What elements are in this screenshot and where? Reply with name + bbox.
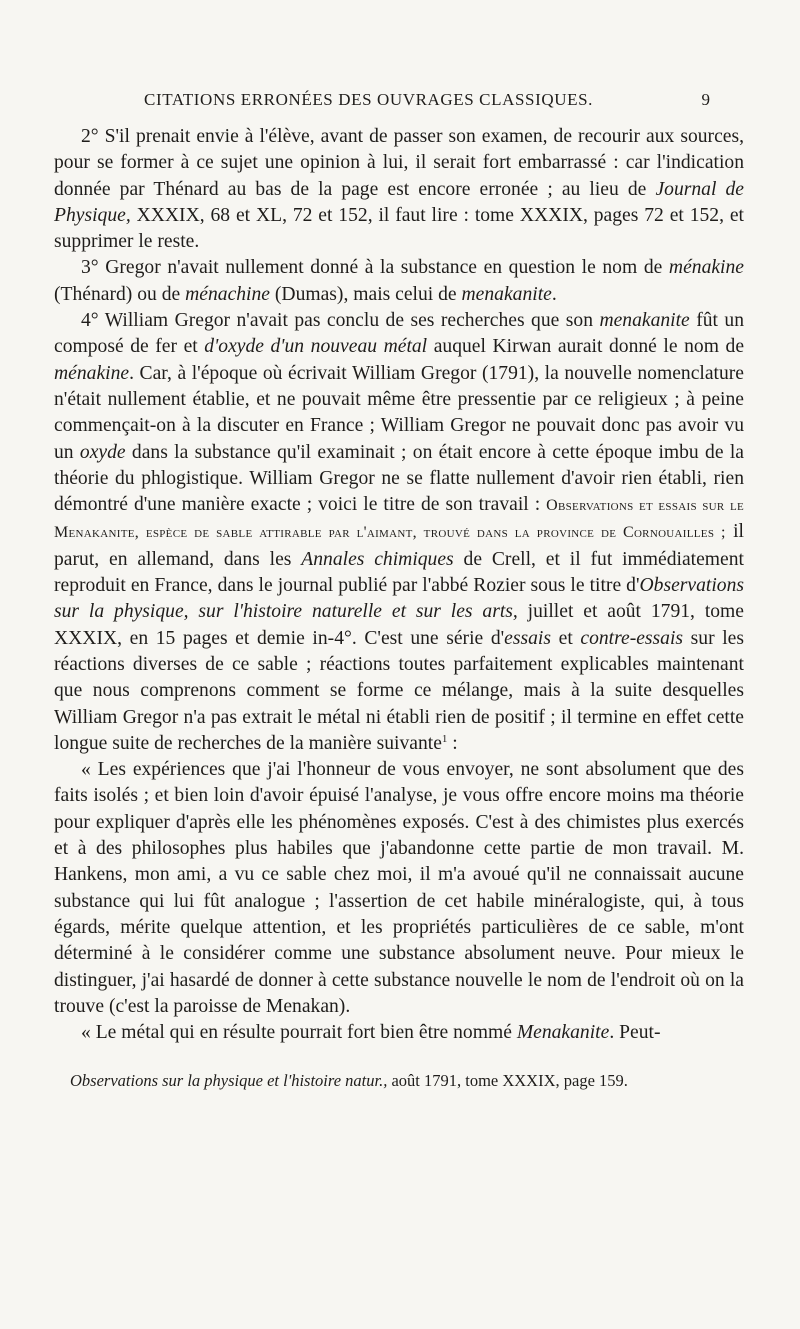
text-run: « Le métal qui en résulte pourrait fort bien être nommé — [81, 1022, 517, 1044]
text-run: 2° S'il prenait envie à l'élève, avant de passer son examen, de recourir aux sources, pour se former à ce sujet une opinion à lui, il serait fort embarrassé : car l'indication donnée par Thénard au bas de la page est encore erronée ; au lieu de — [54, 126, 744, 200]
footnote-title: Observations sur la physique et l'histoire natur., — [70, 1071, 388, 1090]
text-run: . Peut- — [609, 1022, 661, 1044]
italic-term: essais — [504, 627, 551, 649]
footnote-text: août 1791, tome XXXIX, page 159. — [387, 1071, 628, 1090]
text-run: dans la substance qu'il examinait ; on était encore à cette époque imbu de la théorie du phlogistique. William Gregor ne se flatte nullement d'avoir rien établi, rien démontré d'une manière exacte ; voici le titre de son travail : — [54, 441, 744, 516]
italic-term: menakanite — [599, 310, 690, 332]
paragraph-2 — [54, 124, 744, 255]
running-head — [120, 90, 710, 114]
paragraph-4 — [54, 308, 744, 757]
text-run: (Dumas), mais celui de — [270, 283, 462, 305]
paragraph-3 — [54, 255, 744, 308]
text-run: . — [551, 283, 557, 305]
italic-title: Annales chimiques — [301, 548, 454, 570]
text-run: fût un composé de fer et — [54, 310, 744, 358]
italic-title: Observations sur la physique, sur l'histoire naturelle et sur les arts, — [54, 575, 744, 623]
footnote-marker: 1 — [441, 732, 448, 745]
italic-term: ménachine — [185, 283, 270, 305]
body-text — [54, 124, 744, 1046]
italic-term: ménakine — [54, 362, 130, 384]
italic-term: oxyde — [79, 441, 126, 463]
text-run: et — [551, 627, 581, 649]
italic-term: d'oxyde d'un nouveau métal — [204, 336, 428, 358]
small-caps-title: Observations et essais sur le Menakanite, espèce de sable attirable par l'aimant, trouvé dans la province de Cornouailles ; — [54, 497, 744, 542]
text-run: 4° William Gregor n'avait pas conclu de ses recherches que son — [81, 310, 600, 332]
italic-term: ménakine — [668, 257, 744, 279]
italic-term: Menakanite — [516, 1022, 610, 1044]
text-run: XXXIX, 68 et XL, 72 et 152, il faut lire : tome XXXIX, pages 72 et 152, et supprimer le reste. — [54, 204, 744, 253]
text-run: « Les expériences que j'ai l'honneur de vous envoyer, ne sont absolument que des faits isolés ; et bien loin d'avoir épuisé l'analyse, je vous offre encore moins ma théorie pour expliquer d'après elle les phénomènes exposés. C'est à des chimistes plus exercés et à des philosophes plus habiles que j'abandonne cette partie de mon travail. M. Hankens, mon ami, a vu ce sable chez moi, il m'a avoué qu'il ne connaissait aucune substance qui lui fût analogue ; l'assertion de cet habile minéralogiste, qui, à tous égards, mérite quelque attention, et les propriétés particulières de ce sable, m'ont déterminé à le considérer comme une substance absolument neuve. Pour mieux le distinguer, j'ai hasardé de donner à cette substance nouvelle le nom de l'endroit où on la trouve (c'est la paroisse de Menakan). — [54, 759, 744, 1017]
text-run: 3° Gregor n'avait nullement donné à la substance en question le nom de — [81, 257, 669, 279]
running-title: CITATIONS ERRONÉES DES OUVRAGES CLASSIQUES. — [144, 90, 593, 109]
text-run: juillet et août 1791, tome XXXIX, en 15 pages et demie in-4°. C'est une série d' — [54, 601, 744, 649]
text-run: auquel Kirwan aurait donné le nom de — [427, 336, 745, 358]
text-run: (Thénard) ou de — [54, 283, 186, 305]
paragraph-quote — [54, 757, 744, 1020]
italic-term: menakanite — [461, 283, 552, 305]
text-run: . Car, à l'époque où écrivait William Gregor (1791), la nouvelle nomenclature n'était nullement établie, et ne pouvait même être pressentie par ce religieux ; à peine commençait-on à la discuter en France ; William Gregor ne pouvait donc pas avoir vu un — [54, 362, 744, 463]
text-run: : — [447, 732, 458, 754]
italic-term: contre-essais — [580, 627, 684, 649]
text-run: de Crell, et il fut immédiatement reproduit en France, dans le journal publié par l'abbé Rozier sous le titre d' — [54, 548, 744, 597]
footnote — [70, 1071, 740, 1091]
text-run: il parut, en allemand, dans les — [54, 521, 744, 570]
page-number: 9 — [701, 90, 710, 109]
paragraph-quote-continued — [54, 1020, 744, 1046]
text-run: sur les réactions diverses de ce sable ; réactions toutes parfaitement explicables maintenant que nous comprenons comment se forme ce mélange, mais à la suite desquelles William Gregor n'a pas extrait le métal ni établi rien de positif ; il termine en effet cette longue suite de recherches de la manière suivante — [54, 627, 744, 754]
italic-title: Journal de Physique, — [54, 178, 744, 226]
